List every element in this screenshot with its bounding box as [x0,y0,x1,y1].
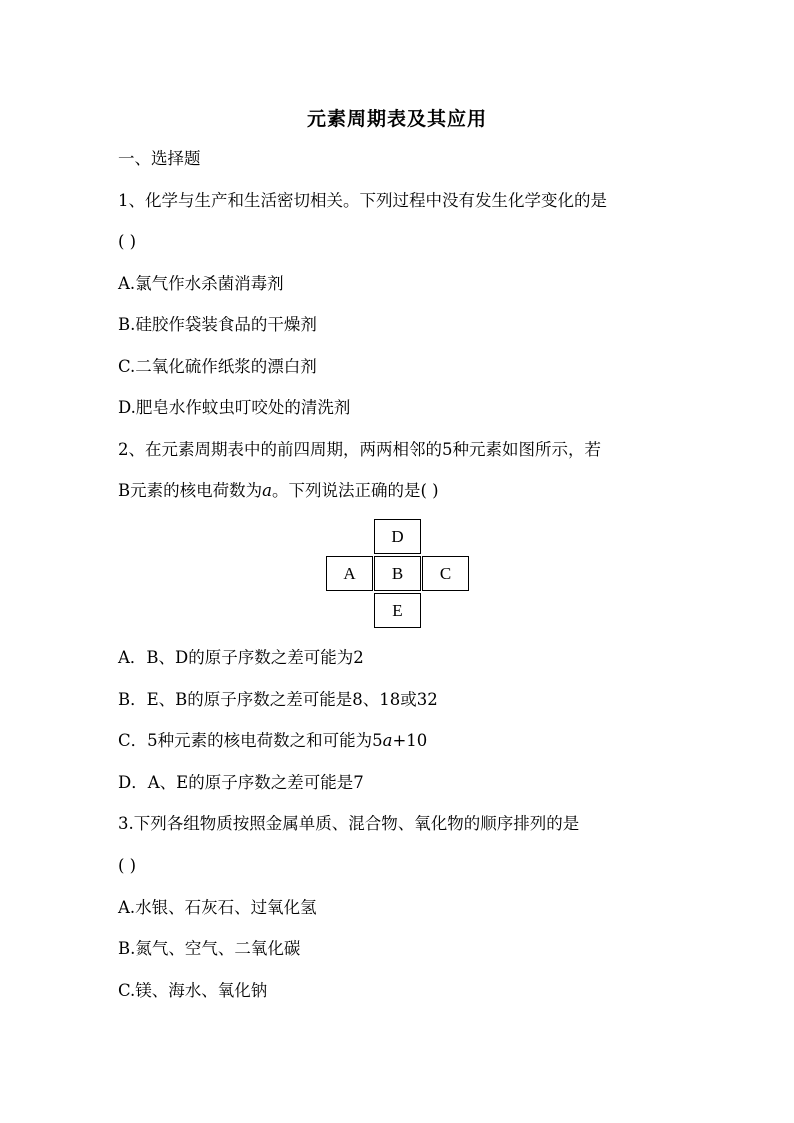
question-1-option-d: D.肥皂水作蚊虫叮咬处的清洗剂 [118,398,351,417]
question-3-option-a: A.水银、石灰石、过氧化氢 [118,898,317,917]
question-1-answer-blank: ( ) [118,232,137,251]
question-2-option-c-post: +10 [392,731,428,750]
question-3-answer-blank: ( ) [118,856,137,875]
question-2-option-c-variable: a [382,731,393,750]
grid-cell-left: A [326,556,373,591]
question-1-option-a: A.氯气作水杀菌消毒剂 [118,274,284,293]
question-2-stem-line-2 [118,483,439,500]
question-2-stem: 2、在元素周期表中的前四周期，两两相邻的5种元素如图所示，若 [118,440,601,459]
question-1-option-c: C.二氧化硫作纸浆的漂白剂 [118,357,317,376]
question-2-option-d: D．A、E的原子序数之差可能是7 [118,773,364,792]
question-1-stem: 1、化学与生产和生活密切相关。下列过程中没有发生化学变化的是 [118,191,607,210]
question-3-option-b: B.氮气、空气、二氧化碳 [118,939,301,958]
question-2-option-b: B．E、B的原子序数之差可能是8、18或32 [118,690,438,709]
grid-cell-center: B [374,556,421,591]
question-2-stem-pre: B元素的核电荷数为 [118,481,263,500]
grid-cell-right: C [422,556,469,591]
question-2-option-c-pre: C．5种元素的核电荷数之和可能为5 [118,731,383,750]
question-2-option-c [118,733,427,750]
grid-cell-bottom: E [374,593,421,628]
question-2-stem-post: 。下列说法正确的是( ) [271,481,439,500]
question-2-variable: a [262,481,272,500]
question-3-stem: 3.下列各组物质按照金属单质、混合物、氧化物的顺序排列的是 [118,814,580,833]
section-heading: 一、选择题 [118,149,201,168]
element-position-diagram [326,519,470,629]
question-3-option-c: C.镁、海水、氧化钠 [118,981,268,1000]
question-1-option-b: B.硅胶作袋装食品的干燥剂 [118,315,317,334]
grid-cell-top: D [374,519,421,554]
question-2-option-a: A．B、D的原子序数之差可能为2 [118,648,364,667]
page-title: 元素周期表及其应用 [306,108,487,130]
